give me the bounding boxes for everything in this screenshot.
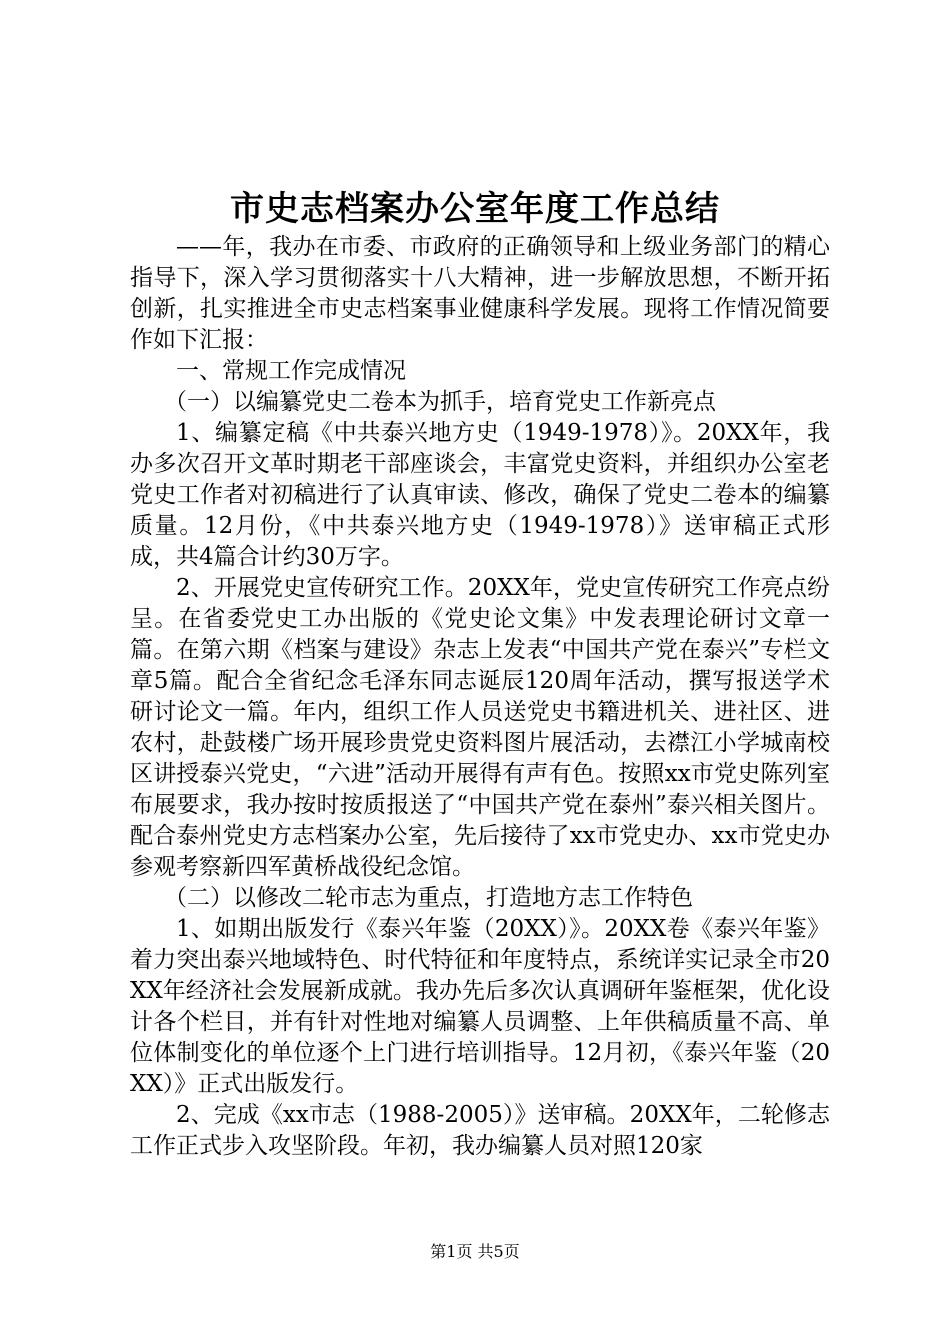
document-body (130, 232, 830, 1162)
body-paragraph: 1、如期出版发行《泰兴年鉴（20XX）》。20XX卷《泰兴年鉴》着力突出泰兴地域特色、时代特征和年度特点，系统详实记录全市20XX年经济社会发展新成就。我办先后多次认真调研年鉴框架，优化设计各个栏目，并有针对性地对编纂人员调整、上年供稿质量不高、单位体制变化的单位逐个上门进行培训指导。12月初，《泰兴年鉴（20XX）》正式出版发行。 (130, 916, 830, 1097)
body-paragraph: 1、编纂定稿《中共泰兴地方史（1949-1978）》。20XX年，我办多次召开文革时期老干部座谈会，丰富党史资料，并组织办公室老党史工作者对初稿进行了认真审读、修改，确保了党史二卷本的编纂质量。12月份，《中共泰兴地方史（1949-1978）》送审稿正式形成，共4篇合计约30万字。 (130, 420, 830, 570)
section-heading: 一、常规工作完成情况 (176, 358, 406, 384)
subsection-heading: （二）以修改二轮市志为重点，打造地方志工作特色 (164, 885, 693, 911)
page-footer: 第1页 共5页 (430, 1242, 520, 1261)
document-title: 市史志档案办公室年度工作总结 (230, 189, 720, 229)
intro-paragraph: ——年，我办在市委、市政府的正确领导和上级业务部门的精心指导下，深入学习贯彻落实十八大精神，进一步解放思想，不断开拓创新，扎实推进全市史志档案事业健康科学发展。现将工作情况简要作如下汇报： (130, 234, 830, 353)
subsection-heading: （一）以编纂党史二卷本为抓手，培育党史工作新亮点 (164, 389, 716, 415)
body-paragraph: 2、开展党史宣传研究工作。20XX年，党史宣传研究工作亮点纷呈。在省委党史工办出版的《党史论文集》中发表理论研讨文章一篇。在第六期《档案与建设》杂志上发表“中国共产党在泰兴”专栏文章5篇。配合全省纪念毛泽东同志诞辰120周年活动，撰写报送学术研讨论文一篇。年内，组织工作人员送党史书籍进机关、进社区、进农村，赴鼓楼广场开展珍贵党史资料图片展活动，去襟江小学城南校区讲授泰兴党史，“六进”活动开展得有声有色。按照xx市党史陈列室布展要求，我办按时按质报送了“中国共产党在泰州”泰兴相关图片。配合泰州党史方志档案办公室，先后接待了xx市党史办、xx市党史办参观考察新四军黄桥战役纪念馆。 (130, 575, 830, 880)
body-paragraph: 2、完成《xx市志（1988-2005）》送审稿。20XX年，二轮修志工作正式步入攻坚阶段。年初，我办编纂人员对照120家 (130, 1102, 830, 1159)
